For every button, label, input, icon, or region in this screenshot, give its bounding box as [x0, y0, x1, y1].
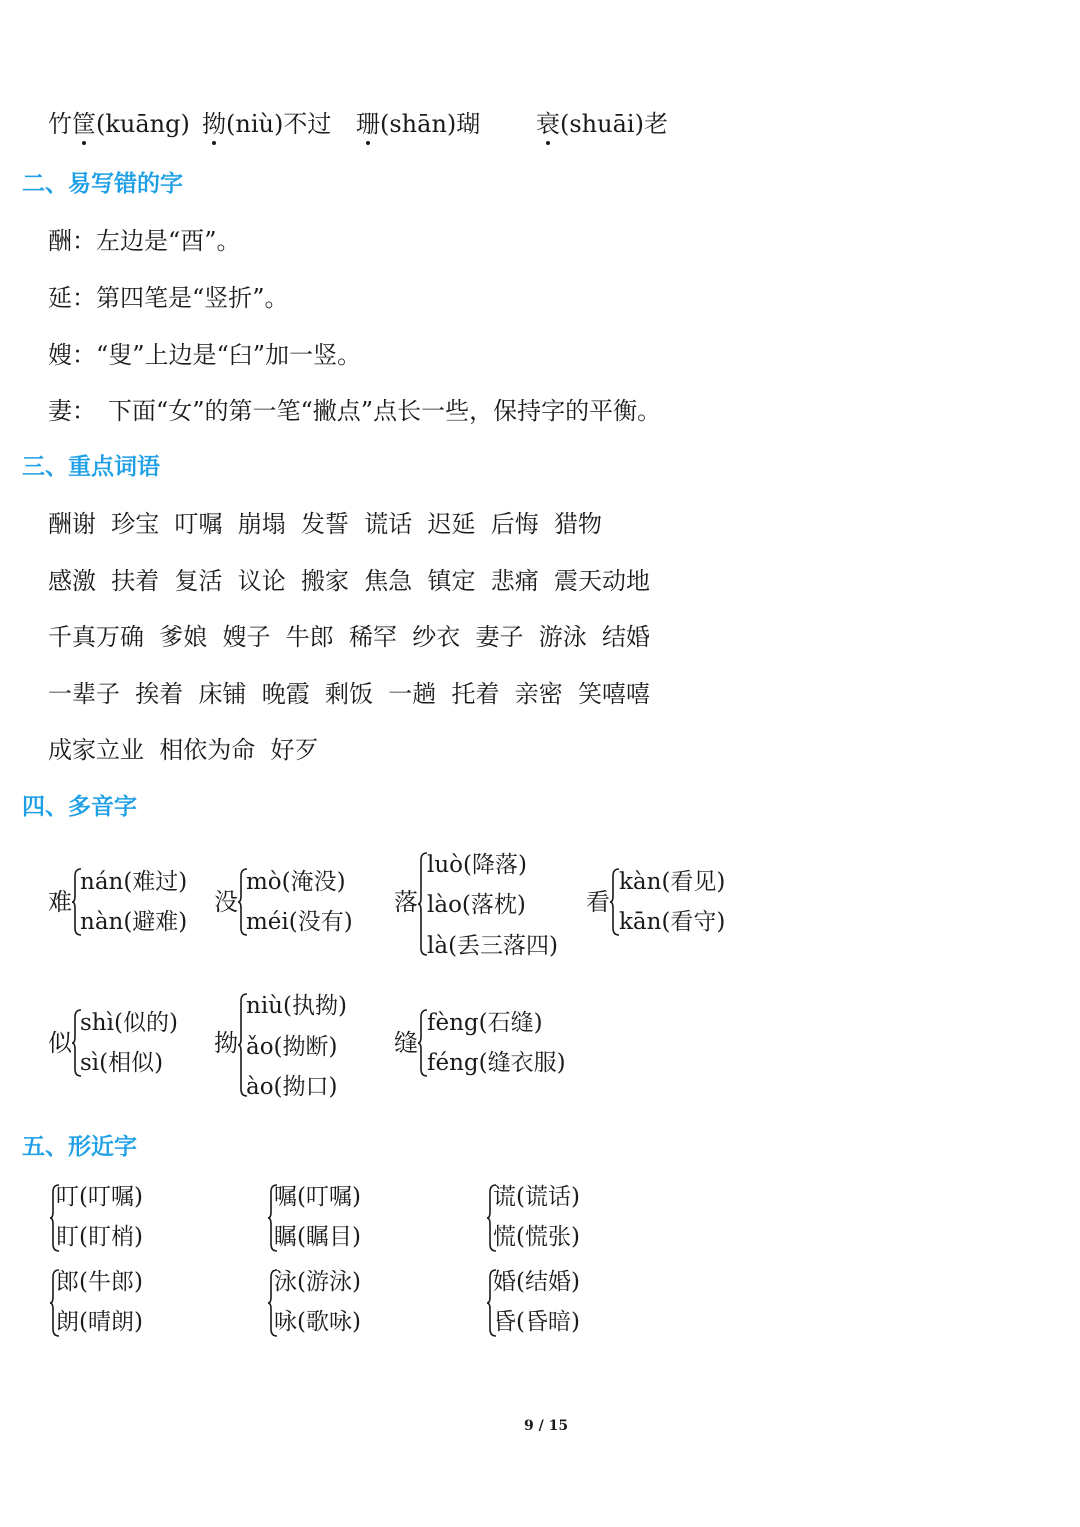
- polyphone-option: ào(拗口): [246, 1074, 338, 1100]
- top-item-4: 衰(shuāi)老: [536, 110, 668, 138]
- polyphone-option: kān(看守): [619, 909, 726, 935]
- word-line: 千真万确 爹娘 嫂子 牛郎 稀罕 纱衣 妻子 游泳 结婚: [48, 623, 651, 651]
- polyphone-char: 拗: [214, 1029, 238, 1057]
- section2-line: 延：第四笔是“竖折”。: [48, 284, 289, 312]
- polyphone-option: fèng(石缝): [427, 1010, 543, 1036]
- top-line: [48, 108, 190, 140]
- similar-char: 嘱(叮嘱): [274, 1184, 361, 1210]
- word-line: 酬谢 珍宝 叮嘱 崩塌 发誓 谎话 迟延 后悔 猎物: [48, 510, 603, 538]
- polyphone-char: 缝: [394, 1029, 418, 1057]
- polyphone-option: mò(淹没): [246, 869, 346, 895]
- section2-line: 嫂：“叟”上边是“臼”加一竖。: [48, 341, 362, 369]
- similar-char: 叮(叮嘱): [56, 1184, 143, 1210]
- similar-char: 朗(晴朗): [56, 1309, 143, 1335]
- polyphone-option: nán(难过): [80, 869, 188, 895]
- similar-char: 婚(结婚): [493, 1269, 580, 1295]
- section2-line: 酬：左边是“酉”。: [48, 227, 241, 255]
- similar-char: 咏(歌咏): [274, 1309, 361, 1335]
- polyphone-option: sì(相似): [80, 1050, 164, 1076]
- similar-char: 郎(牛郎): [56, 1269, 143, 1295]
- polyphone-char: 落: [394, 888, 418, 916]
- polyphone-option: méi(没有): [246, 909, 353, 935]
- similar-char: 慌(慌张): [493, 1224, 580, 1250]
- word-line: 感激 扶着 复活 议论 搬家 焦急 镇定 悲痛 震天动地: [48, 567, 651, 595]
- similar-char: 谎(谎话): [493, 1184, 580, 1210]
- top-item-3: 珊(shān)瑚: [356, 110, 481, 138]
- word-line: 一辈子 挨着 床铺 晚霞 剩饭 一趟 托着 亲密 笑嘻嘻: [48, 680, 651, 708]
- top-item-2: 拗(niù)不过: [202, 110, 332, 138]
- polyphone-option: nàn(避难): [80, 909, 188, 935]
- polyphone-char: 没: [214, 888, 238, 916]
- section-heading-4: 四、多音字: [22, 794, 137, 820]
- polyphone-option: là(丢三落四): [427, 933, 559, 959]
- polyphone-option: ǎo(拗断): [246, 1034, 338, 1060]
- polyphone-option: lào(落枕): [427, 892, 526, 918]
- polyphone-option: luò(降落): [427, 852, 527, 878]
- page-number: 9 / 15: [524, 1418, 569, 1434]
- word-line: 成家立业 相依为命 好歹: [48, 736, 319, 764]
- section2-line: 妻： 下面“女”的第一笔“撇点”点长一些，保持字的平衡。: [48, 397, 662, 425]
- polyphone-char: 看: [586, 888, 610, 916]
- similar-char: 泳(游泳): [274, 1269, 361, 1295]
- similar-char: 昏(昏暗): [493, 1309, 580, 1335]
- section-heading-2: 二、易写错的字: [22, 171, 183, 197]
- section-heading-3: 三、重点词语: [22, 454, 160, 480]
- similar-char: 盯(盯梢): [56, 1224, 143, 1250]
- top-item-1: 竹筐(kuāng): [48, 110, 190, 138]
- similar-char: 瞩(瞩目): [274, 1224, 361, 1250]
- section-heading-5: 五、形近字: [22, 1134, 137, 1160]
- polyphone-option: shì(似的): [80, 1010, 178, 1036]
- polyphone-option: niù(执拗): [246, 993, 347, 1019]
- polyphone-char: 似: [48, 1029, 72, 1057]
- polyphone-option: kàn(看见): [619, 869, 726, 895]
- polyphone-option: féng(缝衣服): [427, 1050, 566, 1076]
- polyphone-char: 难: [48, 888, 72, 916]
